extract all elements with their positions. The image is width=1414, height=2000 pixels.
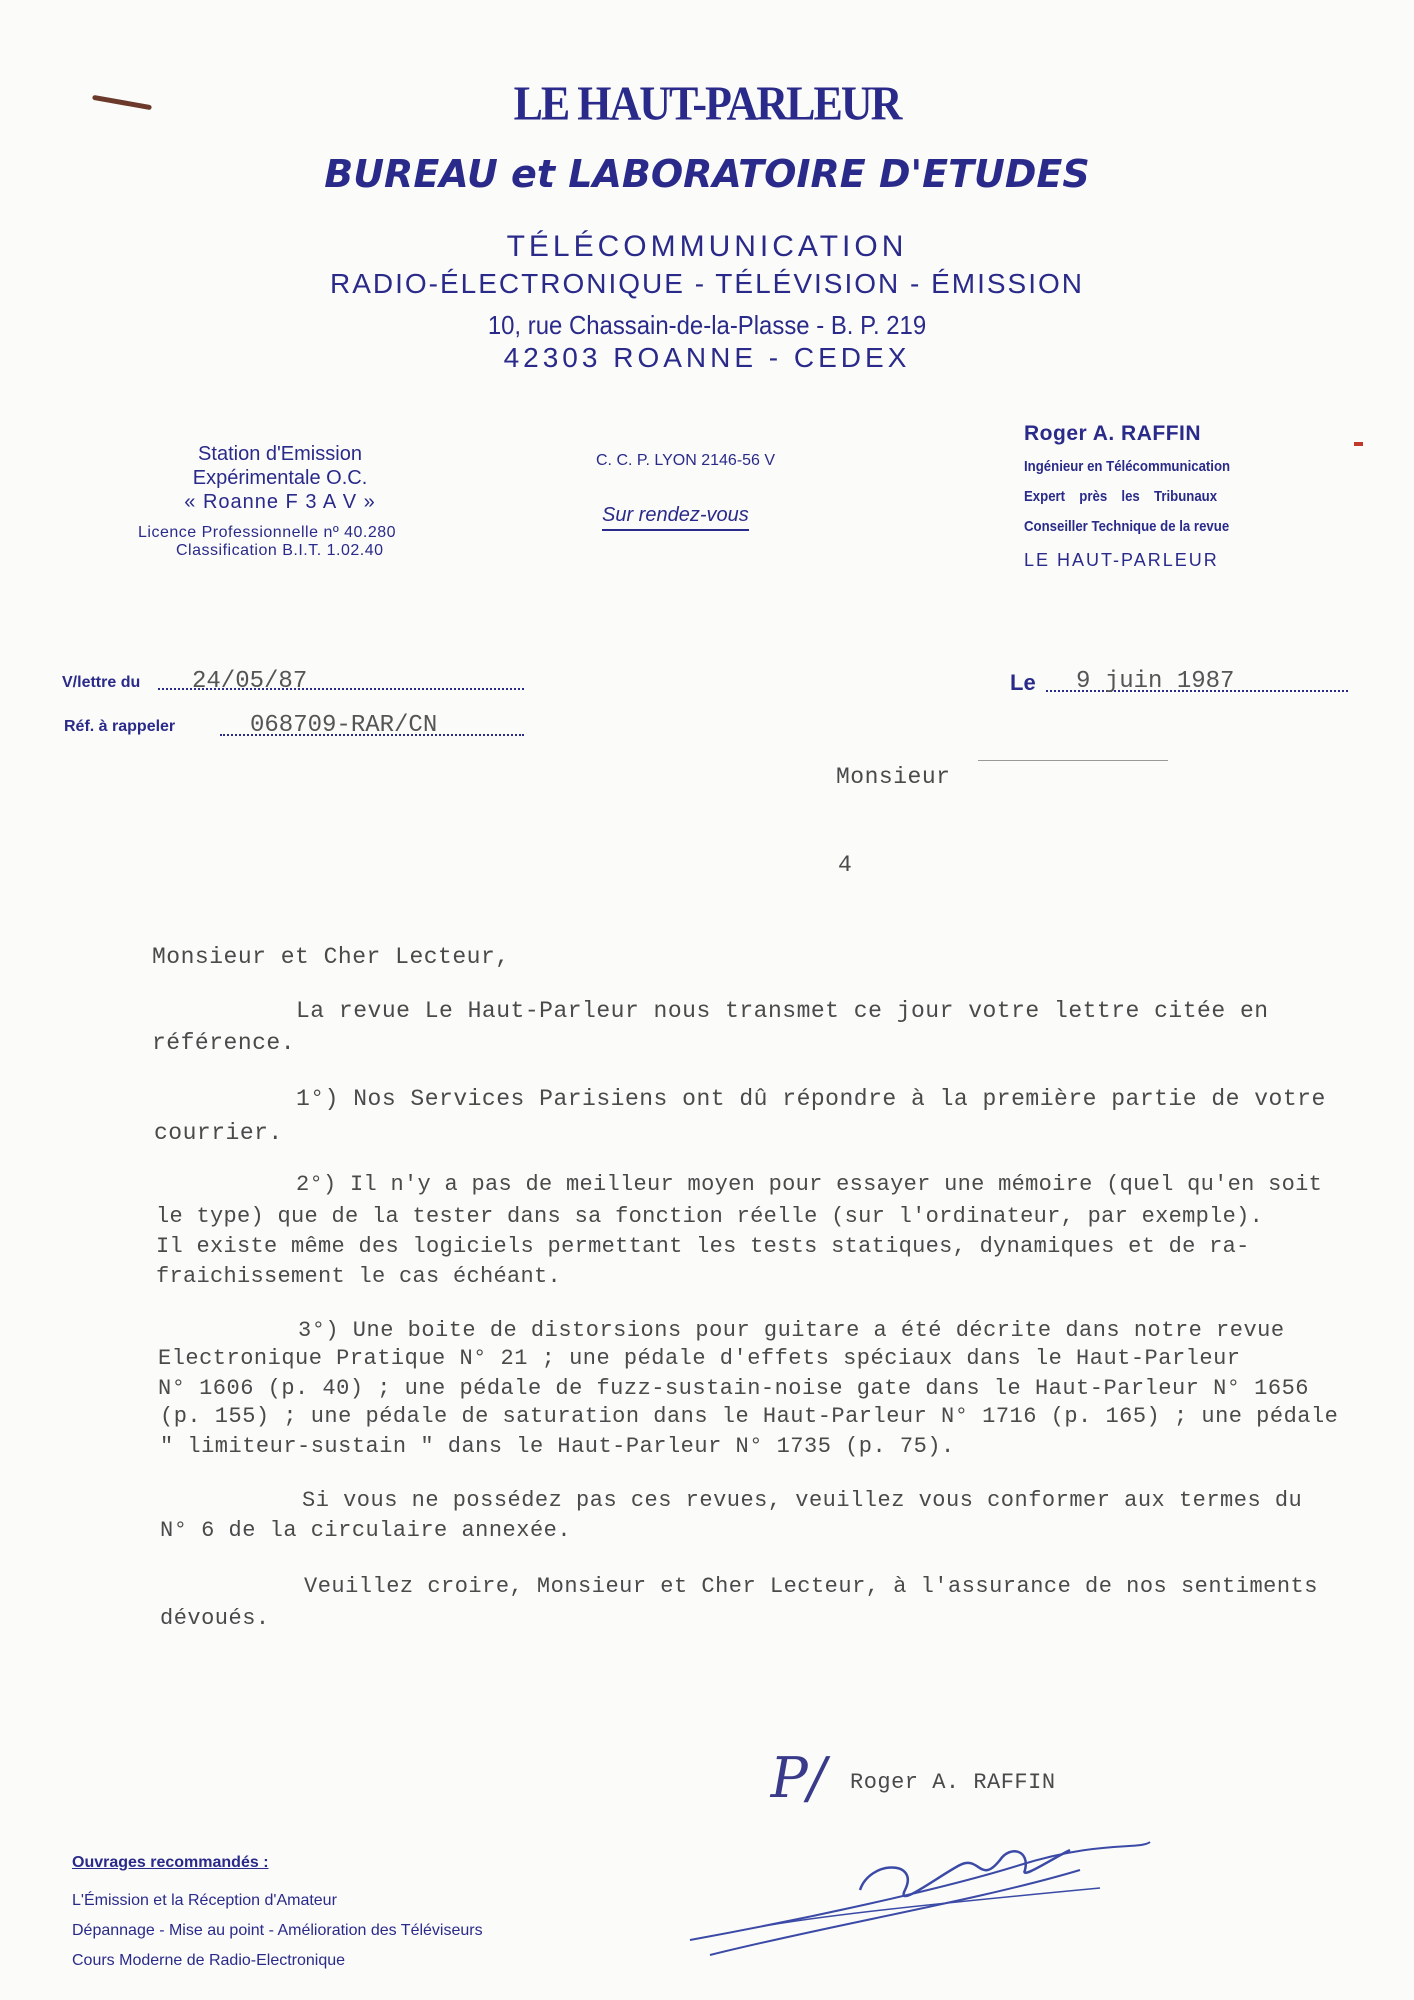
para-1-line-2: référence.: [152, 1030, 296, 1056]
header-address: 10, rue Chassain-de-la-Plasse - B. P. 219: [487, 310, 927, 340]
author-title-1: Ingénieur en Télécommunication: [1024, 458, 1231, 475]
footer-line-1: L'Émission et la Réception d'Amateur: [72, 1892, 337, 1909]
signatory-name: Roger A. RAFFIN: [850, 1770, 1056, 1795]
para-5-line-1: Si vous ne possédez pas ces revues, veuillez vous conformer aux termes du: [302, 1488, 1303, 1513]
para-3-line-4: fraichissement le cas échéant.: [156, 1264, 562, 1289]
le-value: 9 juin 1987: [1076, 668, 1235, 695]
author-title-3: Conseiller Technique de la revue: [1024, 518, 1230, 535]
bureau-title: BUREAU et LABORATOIRE D'ETUDES: [324, 152, 1090, 196]
header-line-radio: RADIO-ÉLECTRONIQUE - TÉLÉVISION - ÉMISSION: [329, 268, 1085, 299]
para-2-line-1: 1°) Nos Services Parisiens ont dû répondre à la première partie de votre: [296, 1086, 1326, 1112]
station-classification: Classification B.I.T. 1.02.40: [176, 542, 384, 559]
station-line-2: Expérimentale O.C.: [192, 467, 368, 489]
recipient-rule: [978, 760, 1168, 761]
author-title-2: Expert près les Tribunaux: [1024, 488, 1218, 505]
station-line-1: Station d'Emission: [198, 443, 362, 465]
station-licence: Licence Professionnelle nº 40.280: [138, 524, 397, 541]
author-name: Roger A. RAFFIN: [1024, 422, 1202, 445]
recipient-line-2: 4: [838, 852, 853, 878]
para-1-line-1: La revue Le Haut-Parleur nous transmet ce jour votre lettre citée en: [296, 998, 1269, 1024]
salutation: Monsieur et Cher Lecteur,: [152, 944, 510, 970]
footer-line-2: Dépannage - Mise au point - Amélioration des Téléviseurs: [72, 1922, 483, 1939]
header-city: 42303 ROANNE - CEDEX: [503, 342, 911, 373]
para-6-line-2: dévoués.: [160, 1606, 270, 1631]
le-label: Le: [1010, 670, 1036, 695]
para-4-line-1: 3°) Une boite de distorsions pour guitare a été décrite dans notre revue: [298, 1318, 1285, 1343]
ref-value: 068709-RAR/CN: [250, 712, 438, 739]
para-4-line-2: Electronique Pratique N° 21 ; une pédale d'effets spéciaux dans le Haut-Parleur: [158, 1346, 1241, 1371]
header-line-telecom: TÉLÉCOMMUNICATION: [506, 230, 908, 263]
para-3-line-1: 2°) Il n'y a pas de meilleur moyen pour essayer une mémoire (quel qu'en soit: [296, 1172, 1323, 1197]
rendez-vous: Sur rendez-vous: [602, 504, 749, 531]
vlettre-value: 24/05/87: [192, 668, 308, 695]
logo-text: LE HAUT-PARLEUR: [513, 76, 901, 131]
ref-label: Réf. à rappeler: [64, 718, 176, 735]
footer-title: Ouvrages recommandés :: [72, 1854, 269, 1871]
para-4-line-5: " limiteur-sustain " dans le Haut-Parleur N° 1735 (p. 75).: [160, 1434, 955, 1459]
stray-mark-right: [1354, 442, 1363, 446]
vlettre-label: V/lettre du: [62, 674, 141, 691]
station-line-3: « Roanne F 3 A V »: [184, 491, 376, 513]
para-3-line-2: le type) que de la tester dans sa fonction réelle (sur l'ordinateur, par exemple).: [156, 1204, 1264, 1229]
author-title-4: LE HAUT-PARLEUR: [1024, 550, 1219, 570]
para-4-line-3: N° 1606 (p. 40) ; une pédale de fuzz-sustain-noise gate dans le Haut-Parleur N° 1656: [158, 1376, 1309, 1401]
ccp-line: C. C. P. LYON 2146-56 V: [596, 452, 776, 469]
signature-scribble: [680, 1820, 1160, 1960]
para-4-line-4: (p. 155) ; une pédale de saturation dans le Haut-Parleur N° 1716 (p. 165) ; une pédale: [160, 1404, 1339, 1429]
para-3-line-3: Il existe même des logiciels permettant les tests statiques, dynamiques et de ra-: [156, 1234, 1250, 1259]
recipient-line-1: Monsieur: [836, 764, 951, 790]
pp-mark: P/: [764, 1746, 833, 1811]
para-5-line-2: N° 6 de la circulaire annexée.: [160, 1518, 572, 1543]
station-block: [130, 442, 430, 514]
para-2-line-2: courrier.: [154, 1120, 283, 1146]
footer-line-3: Cours Moderne de Radio-Electronique: [72, 1952, 346, 1969]
para-6-line-1: Veuillez croire, Monsieur et Cher Lecteur, à l'assurance de nos sentiments: [304, 1574, 1318, 1599]
